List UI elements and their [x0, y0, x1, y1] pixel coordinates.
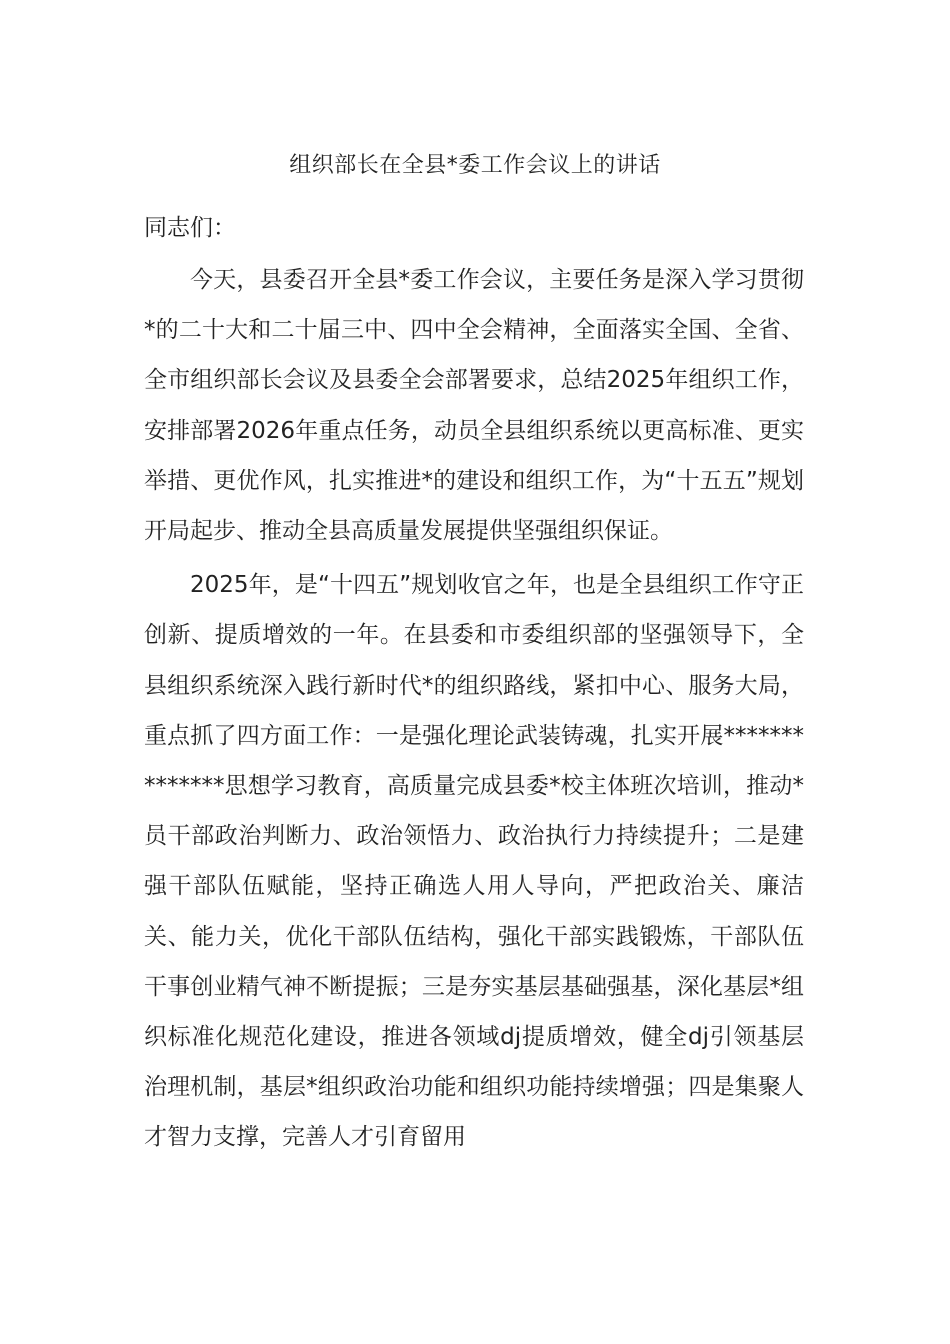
paragraph-intro: 今天，县委召开全县*委工作会议，主要任务是深入学习贯彻*的二十大和二十届三中、四中全会精神，全面落实全国、全省、全市组织部长会议及县委全会部署要求，总结2025年组织工作，安排部署2026年重点任务，动员全县组织系统以更高标准、更实举措、更优作风，扎实推进*的建设和组织工作，为“十五五”规划开局起步、推动全县高质量发展提供坚强组织保证。	[144, 267, 804, 545]
document-title: 组织部长在全县*委工作会议上的讲话	[289, 153, 661, 178]
paragraph-review-2025: 2025年，是“十四五”规划收官之年，也是全县组织工作守正创新、提质增效的一年。在县委和市委组织部的坚强领导下，全县组织系统深入践行新时代*的组织路线，紧扣中心、服务大局，重点抓了四方面工作：一是强化理论武装铸魂，扎实开展**************思想学习教育，高质量完成县委*校主体班次培训，推动*员干部政治判断力、政治领悟力、政治执行力持续提升；二是建强干部队伍赋能，坚持正确选人用人导向，严把政治关、廉洁关、能力关，优化干部队伍结构，强化干部实践锻炼，干部队伍干事创业精气神不断提振；三是夯实基层基础强基，深化基层*组织标准化规范化建设，推进各领域dj提质增效，健全dj引领基层治理机制，基层*组织政治功能和组织功能持续增强；四是集聚人才智力支撑，完善人才引育留用	[144, 572, 804, 1151]
document-body	[144, 205, 804, 1163]
salutation: 同志们：	[144, 215, 236, 241]
